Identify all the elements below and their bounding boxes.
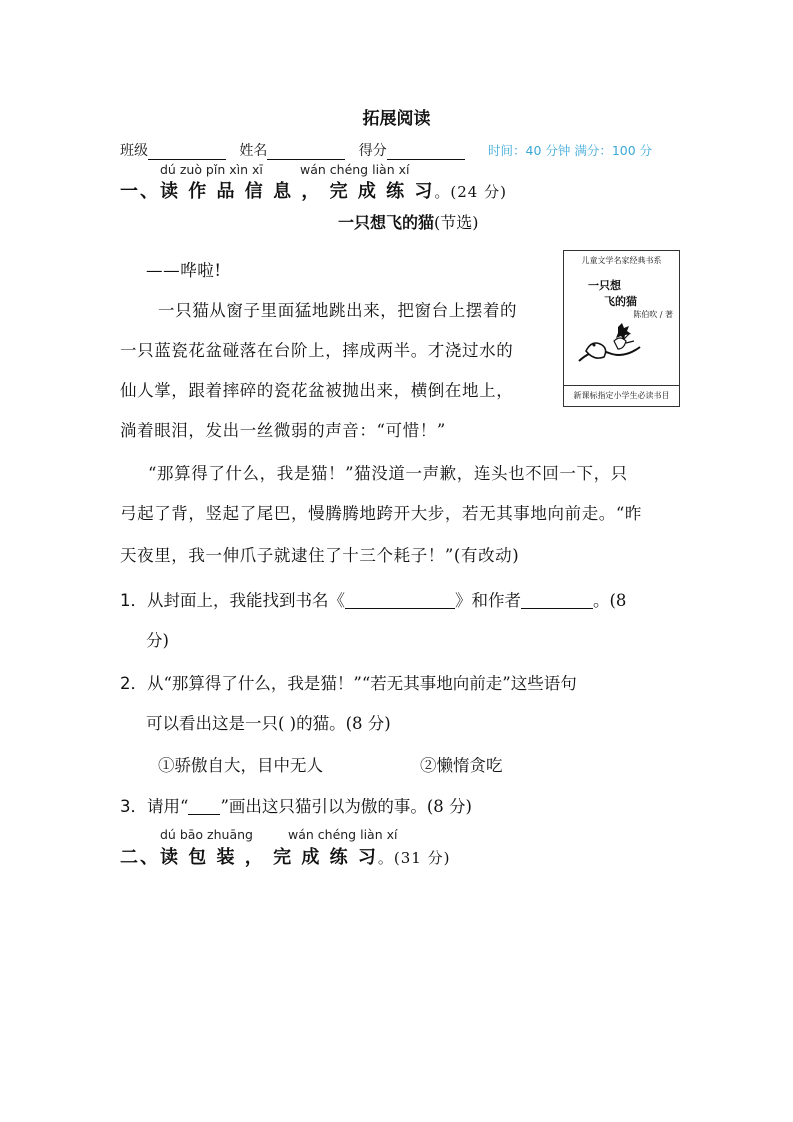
question-2-number: 2．	[120, 674, 147, 693]
question-1-text-b: 》和作者	[455, 591, 521, 610]
score-blank[interactable]	[387, 145, 465, 160]
cat-illustration-icon	[574, 317, 644, 367]
class-blank[interactable]	[148, 145, 226, 160]
section1-pinyin-2: wán chéng liàn xí	[300, 162, 410, 177]
passage-title-text: 一只想飞的猫	[338, 213, 435, 232]
book-author: 陈伯吹 / 著	[633, 310, 673, 319]
passage-line-1: ——哗啦!	[146, 261, 222, 280]
passage-title-note: (节选)	[434, 213, 479, 232]
name-blank[interactable]	[267, 145, 345, 160]
section1-score: 。(24 分)	[434, 183, 507, 201]
passage-line-5: 淌着眼泪，发出一丝微弱的声音：“可惜！”	[120, 421, 446, 440]
passage-line-4: 仙人掌，跟着摔碎的瓷花盆被抛出来，横倒在地上，	[120, 381, 514, 400]
section2-heading	[120, 843, 450, 869]
section2-pinyin-1: dú bāo zhuāng	[160, 827, 253, 842]
underline-sample	[188, 798, 220, 815]
book-title-line2: 飞的猫	[604, 295, 637, 308]
page-title: 拓展阅读	[362, 109, 431, 129]
question-1-number: 1．	[120, 591, 147, 610]
section2-pinyin-2: wán chéng liàn xí	[288, 827, 398, 842]
question-2-option-1[interactable]: ①骄傲自大，目中无人	[158, 756, 323, 775]
question-3-text-a: 请用“	[147, 797, 189, 816]
author-blank[interactable]	[521, 592, 593, 609]
question-1-text-a: 从封面上，我能找到书名《	[147, 591, 345, 610]
section2-heading-text: 二、读 包 装 ， 完 成 练 习	[120, 847, 378, 868]
book-cover-image	[563, 250, 680, 407]
score-label: 得分	[358, 143, 387, 159]
passage-line-3: 一只蓝瓷花盆碰落在台阶上，摔成两半。才浇过水的	[120, 341, 514, 360]
passage-line-6: “那算得了什么，我是猫！”猫没道一声歉，连头也不回一下，只	[148, 464, 628, 483]
name-label: 姓名	[239, 143, 268, 159]
question-3-number: 3．	[120, 797, 147, 816]
question-2	[120, 670, 577, 694]
passage-line-8: 天夜里，我一伸爪子就逮住了十三个耗子！”(有改动)	[120, 546, 520, 565]
question-1	[120, 587, 626, 611]
question-1-continued: 分)	[146, 631, 169, 650]
book-title-line1: 一只想	[588, 279, 621, 292]
question-2-text-b: 可以看出这是一只( )的猫。(8 分)	[146, 714, 391, 733]
book-series: 儿童文学名家经典书系	[581, 256, 662, 265]
section1-pinyin-1: dú zuò pǐn xìn xī	[160, 162, 263, 177]
section2-score: 。(31 分)	[377, 849, 451, 867]
passage-title	[338, 210, 479, 233]
question-3	[120, 793, 472, 817]
question-3-text-b: ”画出这只猫引以为傲的事。(8 分)	[220, 797, 472, 816]
passage-line-7: 弓起了背，竖起了尾巴，慢腾腾地跨开大步，若无其事地向前走。“昨	[120, 504, 643, 523]
time-info: 时间：40 分钟 满分：100 分	[488, 143, 653, 158]
question-2-option-2[interactable]: ②懒惰贪吃	[420, 756, 503, 775]
section1-heading-text: 一、读 作 品 信 息 ， 完 成 练 习	[120, 181, 435, 202]
passage-line-2: 一只猫从窗子里面猛地跳出来，把窗台上摆着的	[158, 301, 518, 320]
question-2-text-a: 从“那算得了什么，我是猫！”“若无其事地向前走”这些语句	[147, 674, 577, 693]
book-band: 新课标指定小学生必读书目	[564, 385, 679, 406]
student-info-line	[120, 140, 465, 160]
section1-heading	[120, 177, 507, 203]
book-name-blank[interactable]	[345, 592, 455, 609]
question-1-text-c: 。(8	[593, 591, 627, 610]
class-label: 班级	[120, 143, 148, 159]
